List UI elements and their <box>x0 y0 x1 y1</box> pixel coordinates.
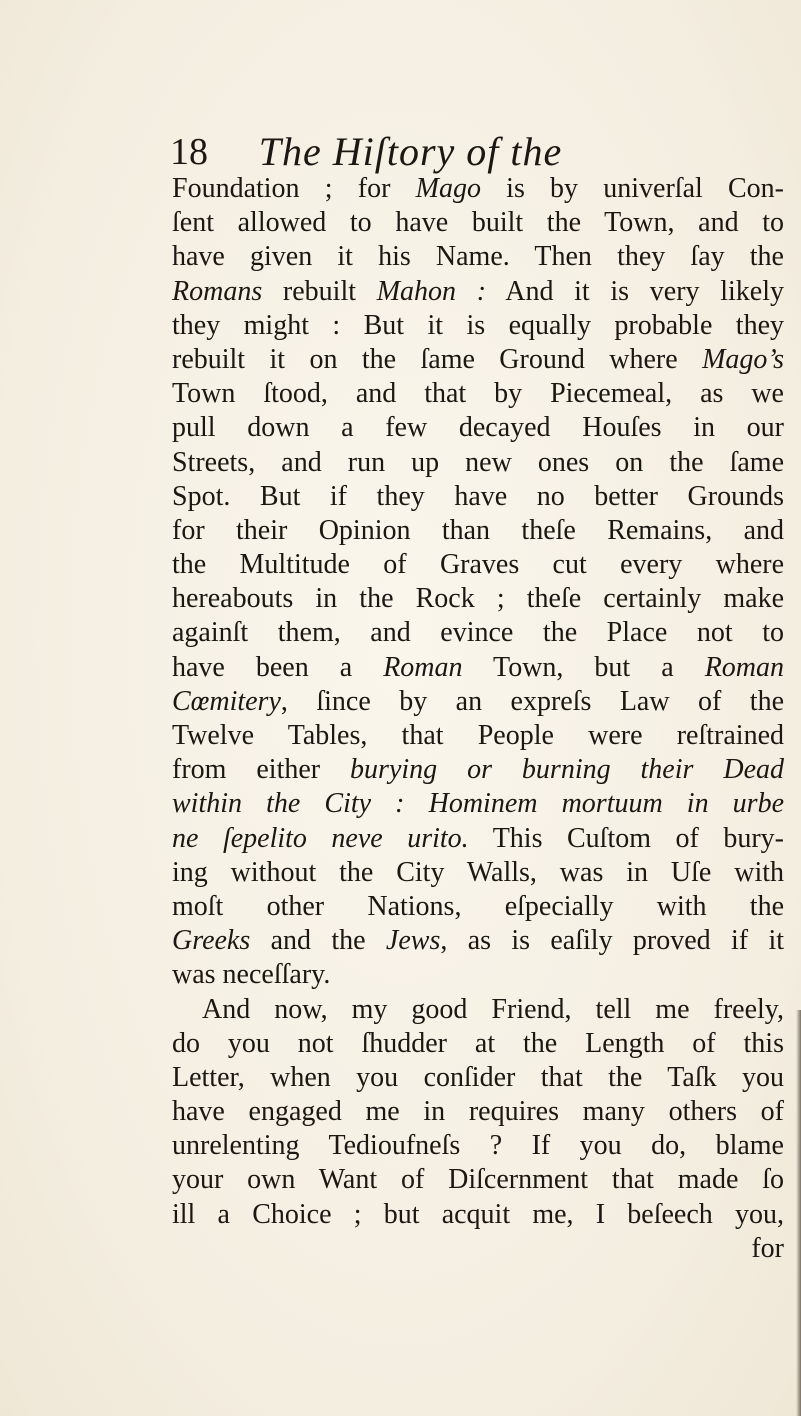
italic-text: Roman <box>704 651 785 683</box>
italic-text: Jews <box>385 925 441 957</box>
italic-text: Mago’s <box>702 343 784 375</box>
text-run: And it is very likely <box>486 275 784 307</box>
text-line <box>172 787 784 821</box>
italic-text: Mago <box>415 173 481 204</box>
text-line <box>172 856 784 890</box>
text-run: have given it his Name. Then they ſay the <box>172 241 784 273</box>
text-line <box>172 685 784 719</box>
text-run: againſt them, and evince the Place not to <box>172 617 784 649</box>
text-line <box>172 582 784 616</box>
text-line <box>172 890 784 924</box>
text-line <box>172 480 784 514</box>
running-title: The Hiſtory of the <box>258 129 563 174</box>
text-line <box>172 753 784 787</box>
text-line <box>172 1095 784 1129</box>
catchword <box>172 1232 784 1266</box>
text-run: do you not ſhudder at the Length of this <box>172 1027 784 1059</box>
text-run: ing without the City Walls, was in Uſe with <box>172 856 784 888</box>
body-text <box>172 172 784 1266</box>
text-line <box>172 924 784 958</box>
text-run: Streets, and run up new ones on the ſame <box>172 446 784 478</box>
text-line <box>172 651 784 685</box>
text-run: unrelenting Tedioufneſs ? If you do, blame <box>172 1130 784 1162</box>
text-run: have engaged me in requires many others of <box>172 1096 784 1128</box>
text-run: and the <box>250 925 386 957</box>
text-line <box>172 993 784 1027</box>
text-run: Town, but a <box>462 651 705 683</box>
text-run: moſt other Nations, eſpecially with the <box>172 890 784 922</box>
text-run: ſent allowed to have built the Town, and to <box>172 207 784 239</box>
text-line <box>172 377 784 411</box>
text-run: Letter, when you conſider that the Taſk you <box>172 1061 784 1093</box>
text-line <box>172 1163 784 1197</box>
text-run: Town ſtood, and that by Piecemeal, as we <box>172 378 784 410</box>
text-run: This Cuſtom of bury- <box>468 822 785 854</box>
text-run: for their Opinion than theſe Remains, and <box>172 514 784 546</box>
text-line <box>172 1027 784 1061</box>
text-run: And now, my good Friend, tell me freely, <box>202 993 784 1025</box>
text-run: the Multitude of Graves cut every where <box>172 549 784 581</box>
italic-text: within the City : Hominem mortuum in urbe <box>172 788 784 820</box>
text-run: Spot. But if they have no better Grounds <box>172 480 784 512</box>
text-line <box>172 309 784 343</box>
text-run: they might : But it is equally probable they <box>172 309 784 341</box>
italic-text: burying or burning their Dead <box>350 754 784 786</box>
italic-text: Cœmitery <box>172 685 281 717</box>
text-run: have been a <box>172 651 384 683</box>
text-line <box>172 446 784 480</box>
text-run: was neceſſary. <box>172 959 331 991</box>
italic-text: Mahon : <box>376 275 487 307</box>
text-line <box>172 1129 784 1163</box>
text-line <box>172 240 784 274</box>
text-run: , ſince by an expreſs Law of the <box>280 685 784 717</box>
text-run: Foundation ; for <box>172 173 416 204</box>
text-line <box>172 958 784 992</box>
text-line <box>172 411 784 445</box>
text-run: hereabouts in the Rock ; theſe certainly make <box>172 583 784 615</box>
text-line <box>172 343 784 377</box>
text-run: rebuilt <box>262 275 377 307</box>
page-edge-shadow <box>796 1010 801 1416</box>
text-run: ill a Choice ; but acquit me, I beſeech you, <box>172 1198 784 1230</box>
text-line <box>172 206 784 240</box>
text-run: your own Want of Diſcernment that made ſo <box>172 1164 784 1196</box>
text-line <box>172 616 784 650</box>
italic-text: Greeks <box>172 925 251 957</box>
text-line <box>172 172 784 206</box>
text-run: rebuilt it on the ſame Ground where <box>172 343 703 375</box>
text-line <box>172 514 784 548</box>
text-run: is by univerſal Con- <box>480 173 784 204</box>
text-run: from either <box>172 754 351 786</box>
text-run: Twelve Tables, that People were reſtrained <box>172 720 784 751</box>
text-run: , as is eaſily proved if it <box>440 925 784 957</box>
page-number: 18 <box>170 131 208 173</box>
italic-text: Roman <box>383 651 463 683</box>
text-line <box>172 275 784 309</box>
text-line <box>172 548 784 582</box>
text-line <box>172 822 784 856</box>
italic-text: ne ſepelito neve urito. <box>172 822 469 854</box>
italic-text: Romans <box>172 275 263 307</box>
text-run: for <box>751 1232 784 1264</box>
text-run: pull down a few decayed Houſes in our <box>172 412 784 444</box>
text-line <box>172 1061 784 1095</box>
text-line <box>172 719 784 753</box>
text-line <box>172 1198 784 1232</box>
page-header <box>170 128 651 178</box>
